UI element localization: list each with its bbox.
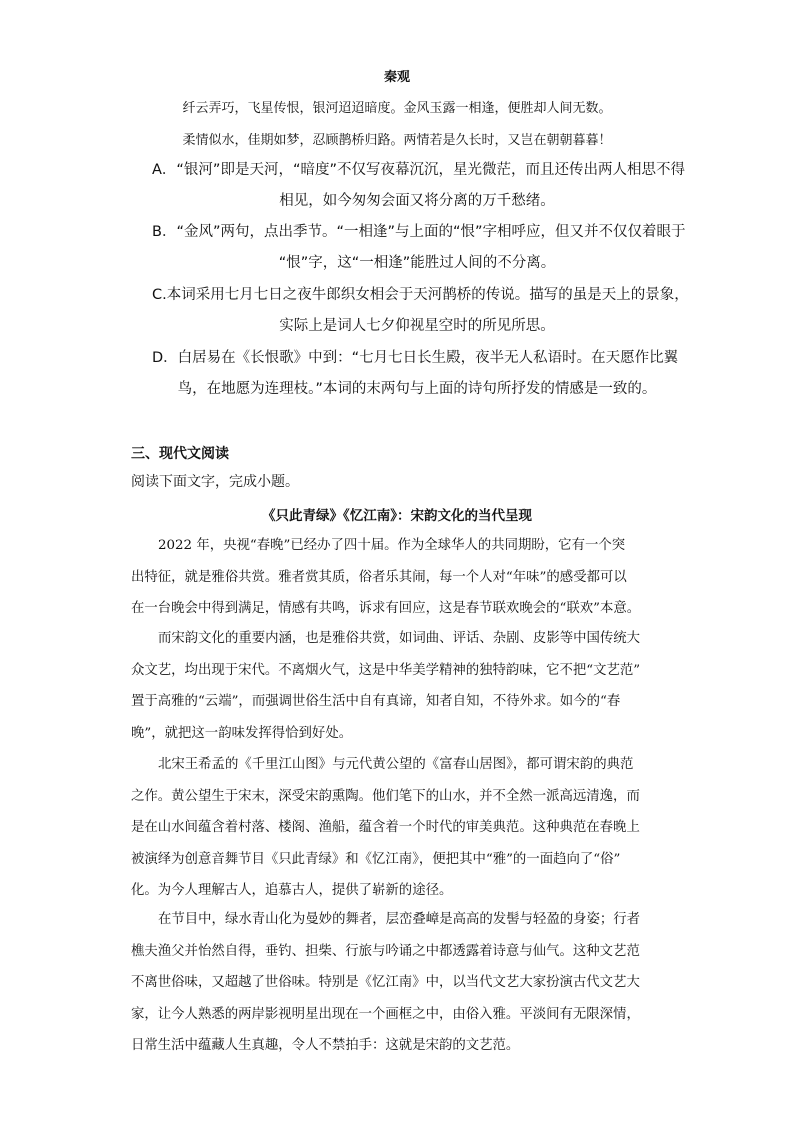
option-c-line-1: C.本词采用七月七日之夜牛郎织女相会于天河鹊桥的传说。描写的虽是天上的景象， bbox=[152, 287, 689, 303]
paragraph-line: 置于高雅的“云端”，而强调世俗生活中自有真谛，知者自知，不待外求。如今的“春 bbox=[131, 694, 621, 709]
option-c-line-2: 实际上是词人七夕仰视星空时的所见所思。 bbox=[279, 318, 555, 334]
paragraph-line: 日常生活中蕴藏人生真趣，令人不禁拍手：这就是宋韵的文艺范。 bbox=[131, 1038, 520, 1053]
paragraph-line: 在一台晚会中得到满足，情感有共鸣，诉求有回应，这是春节联欢晚会的“联欢”本意。 bbox=[131, 601, 641, 616]
section-heading: 三、现代文阅读 bbox=[131, 446, 229, 462]
paragraph-line: 不离世俗味，又超越了世俗味。特别是《忆江南》中，以当代文艺大家扮演古代文艺大 bbox=[131, 975, 640, 990]
poem-line-2: 柔情似水，佳期如梦，忍顾鹊桥归路。两情若是久长时，又岂在朝朝暮暮！ bbox=[182, 133, 612, 148]
article-paragraph-3 bbox=[131, 749, 663, 907]
paragraph-line: 北宋王希孟的《千里江山图》与元代黄公望的《富春山居图》，都可谓宋韵的典范 bbox=[158, 757, 634, 772]
poem-line-1: 纤云弄巧，飞星传恨，银河迢迢暗度。金风玉露一相逢，便胜却人间无数。 bbox=[182, 101, 612, 116]
option-b-line-1: B．“金风”两句，点出季节。“一相逢”与上面的“恨”字相呼应，但又并不仅仅着眼于 bbox=[152, 224, 686, 240]
option-c bbox=[152, 280, 689, 342]
section-instruction: 阅读下面文字，完成小题。 bbox=[131, 474, 299, 490]
option-a-line-2: 相见，如今匆匆会面又将分离的万千愁绪。 bbox=[279, 193, 555, 209]
option-a bbox=[152, 155, 685, 217]
paragraph-line: 被演绎为创意音舞节目《只此青绿》和《忆江南》，便把其中“雅”的一面趋向了“俗” bbox=[131, 851, 621, 867]
paragraph-line: 2022 年，央视“春晚”已经办了四十届。作为全球华人的共同期盼，它有一个突 bbox=[158, 538, 626, 553]
option-b bbox=[152, 217, 686, 279]
poem-author: 秦观 bbox=[383, 70, 410, 85]
option-d bbox=[152, 343, 682, 405]
option-b-line-2: “恨”字，这“一相逢”能胜过人间的不分离。 bbox=[278, 255, 556, 271]
paragraph-line: 是在山水间蕴含着村落、楼阁、渔船，蕴含着一个时代的审美典范。这种典范在春晚上 bbox=[131, 820, 640, 835]
option-d-line-1: D．白居易在《长恨歌》中到：“七月七日长生殿，夜半无人私语时。在天愿作比翼 bbox=[152, 350, 679, 366]
paragraph-line: 樵夫渔父并怡然自得，垂钓、担柴、行旅与吟诵之中都透露着诗意与仙气。这种文艺范 bbox=[131, 943, 640, 959]
paragraph-line: 化。为今人理解古人，追慕古人，提供了崭新的途径。 bbox=[131, 883, 453, 898]
paragraph-line: 出特征，就是雅俗共赏。雅者赏其质，俗者乐其闹，每一个人对“年味”的感受都可以 bbox=[131, 569, 627, 585]
article-paragraph-1 bbox=[131, 530, 663, 625]
paragraph-line: 而宋韵文化的重要内涵，也是雅俗共赏，如词曲、评话、杂剧、皮影等中国传统大 bbox=[158, 631, 641, 646]
paragraph-line: 晚”，就把这一韵味发挥得恰到好处。 bbox=[131, 725, 353, 741]
article-paragraph-4 bbox=[131, 904, 663, 1062]
paragraph-line: 之作。黄公望生于宋末，深受宋韵熏陶。他们笔下的山水，并不全然一派高远清逸，而 bbox=[131, 788, 640, 804]
option-d-line-2: 鸟，在地愿为连理枝。”本词的末两句与上面的诗句所抒发的情感是一致的。 bbox=[177, 381, 657, 397]
option-a-line-1: A．“银河”即是天河，“暗度”不仅写夜幕沉沉，星光微茫，而且还传出两人相思不得 bbox=[152, 162, 685, 178]
article-title: 《只此青绿》《忆江南》：宋韵文化的当代呈现 bbox=[262, 508, 532, 524]
paragraph-line: 在节目中，绿水青山化为曼妙的舞者，层峦叠嶂是高高的发髻与轻盈的身姿；行者 bbox=[158, 912, 641, 927]
paragraph-line: 众文艺，均出现于宋代。不离烟火气，这是中华美学精神的独特韵味，它不把“文艺范” bbox=[131, 662, 641, 678]
paragraph-line: 家，让今人熟悉的两岸影视明星出现在一个画框之中，由俗入雅。平淡间有无限深情， bbox=[131, 1006, 640, 1022]
article-paragraph-2 bbox=[131, 623, 663, 749]
